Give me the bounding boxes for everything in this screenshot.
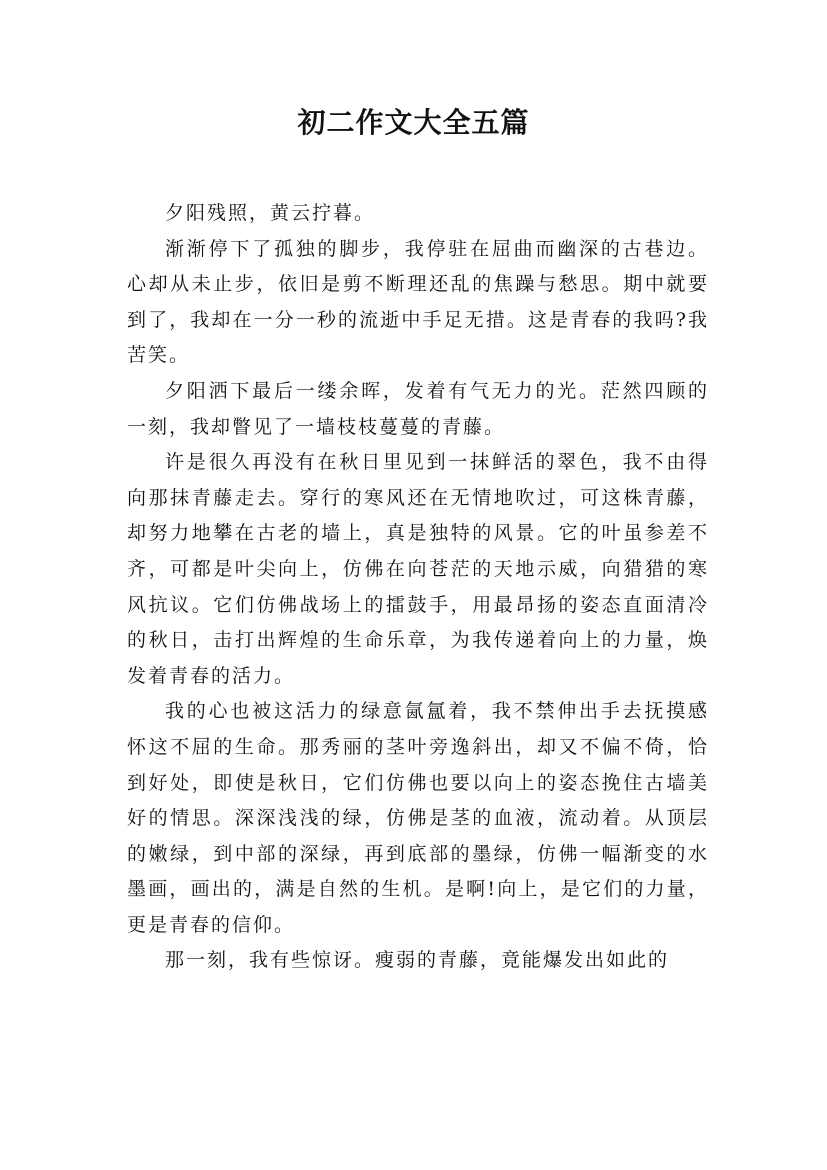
document-body xyxy=(127,196,709,979)
paragraph-1: 夕阳残照，黄云拧暮。 xyxy=(165,202,376,224)
paragraph-4: 许是很久再没有在秋日里见到一抹鲜活的翠色，我不由得向那抹青藤走去。穿行的寒风还在无情地吹过，可这株青藤，却努力地攀在古老的墙上，真是独特的风景。它的叶虽参差不齐，可都是叶尖向上，仿佛在向苍茫的天地示威，向猎猎的寒风抗议。它们仿佛战场上的擂鼓手，用最昂扬的姿态直面清冷的秋日，击打出辉煌的生命乐章，为我传递着向上的力量，焕发着青春的活力。 xyxy=(127,451,709,687)
paragraph-5: 我的心也被这活力的绿意氤氲着，我不禁伸出手去抚摸感怀这不屈的生命。那秀丽的茎叶旁逸斜出，却又不偏不倚，恰到好处，即使是秋日，它们仿佛也要以向上的姿态挽住古墙美好的情思。深深浅浅的绿，仿佛是茎的血液，流动着。从顶层的嫩绿，到中部的深绿，再到底部的墨绿，仿佛一幅渐变的水墨画，画出的，满是自然的生机。是啊!向上，是它们的力量，更是青春的信仰。 xyxy=(127,700,709,936)
paragraph-2: 渐渐停下了孤独的脚步，我停驻在屈曲而幽深的古巷边。心却从未止步，依旧是剪不断理还乱的焦躁与愁思。期中就要到了，我却在一分一秒的流逝中手足无措。这是青春的我吗?我苦笑。 xyxy=(127,237,709,367)
document-title: 初二作文大全五篇 xyxy=(297,106,530,139)
paragraph-6: 那一刻，我有些惊讶。瘦弱的青藤，竟能爆发出如此的 xyxy=(165,949,670,972)
paragraph-3: 夕阳洒下最后一缕余晖，发着有气无力的光。茫然四顾的一刻，我却瞥见了一墙枝枝蔓蔓的青藤。 xyxy=(127,379,709,438)
